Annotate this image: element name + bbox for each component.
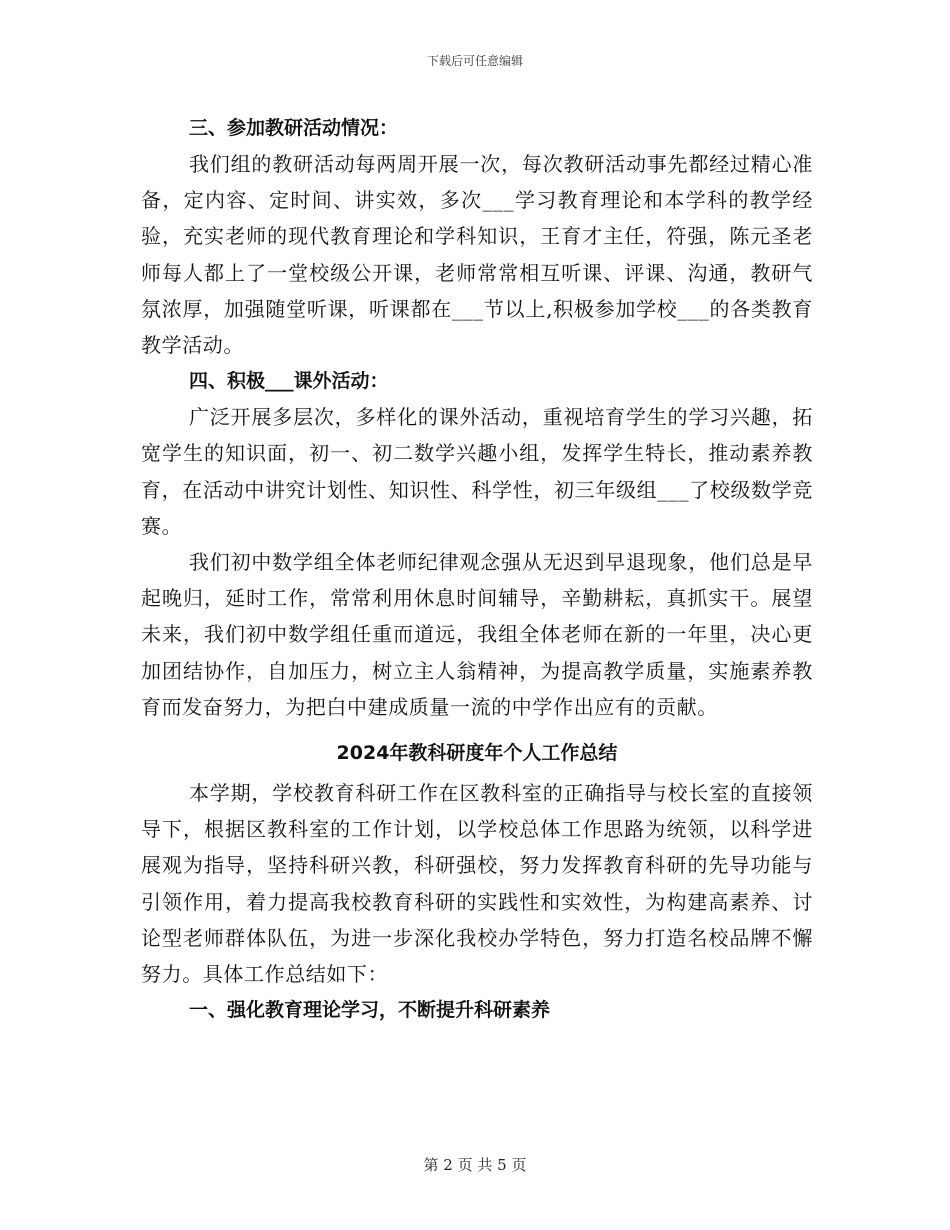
paragraph-semester-summary: 本学期，学校教育科研工作在区教科室的正确指导与校长室的直接领导下，根据区教科室的工作计划，以学校总体工作思路为统领，以科学进展观为指导，坚持科研兴教，科研强校，努力发挥教育科研的先导功能与引领作用，着力提高我校教育科研的实践性和实效性，为构建高素养、讨论型老师群体队伍，为进一步深化我校办学特色，努力打造名校品牌不懈努力。具体工作总结如下： — [141, 781, 813, 987]
document-title: 2024年教科研度年个人工作总结 — [336, 742, 618, 765]
section-heading-1: 一、强化教育理论学习，不断提升科研素养 — [189, 999, 551, 1022]
section-heading-4: 四、积极___课外活动： — [189, 370, 389, 393]
page-header-note: 下载后可任意编辑 — [426, 54, 523, 68]
paragraph-extracurricular: 广泛开展多层次，多样化的课外活动，重视培育学生的学习兴趣，拓宽学生的知识面，初一、初二数学兴趣小组，发挥学生特长，推动素养教育，在活动中讲究计划性、知识性、科学性，初三年级组___了校级数学竞赛。 — [141, 405, 813, 538]
section-heading-3: 三、参加教研活动情况： — [189, 117, 399, 139]
document-body — [141, 110, 813, 1028]
paragraph-research-activities: 我们组的教研活动每两周开展一次，每次教研活动事先都经过精心准备，定内容、定时间、讲实效，多次___学习教育理论和本学科的教学经验，充实老师的现代教育理论和学科知识，王育才主任，符强，陈元圣老师每人都上了一堂校级公开课，老师常常相互听课、评课、沟通，教研气氛浓厚，加强随堂听课，听课都在___节以上,积极参加学校___的各类教育教学活动。 — [141, 152, 813, 358]
paragraph-discipline-outlook: 我们初中数学组全体老师纪律观念强从无迟到早退现象，他们总是早起晚归，延时工作，常常利用休息时间辅导，辛勤耕耘，真抓实干。展望未来，我们初中数学组任重而道远，我组全体老师在新的一年里，决心更加团结协作，自加压力，树立主人翁精神，为提高教学质量，实施素养教育而发奋努力，为把白中建成质量一流的中学作出应有的贡献。 — [141, 550, 813, 719]
page-number-footer: 第 2 页 共 5 页 — [423, 1156, 527, 1174]
